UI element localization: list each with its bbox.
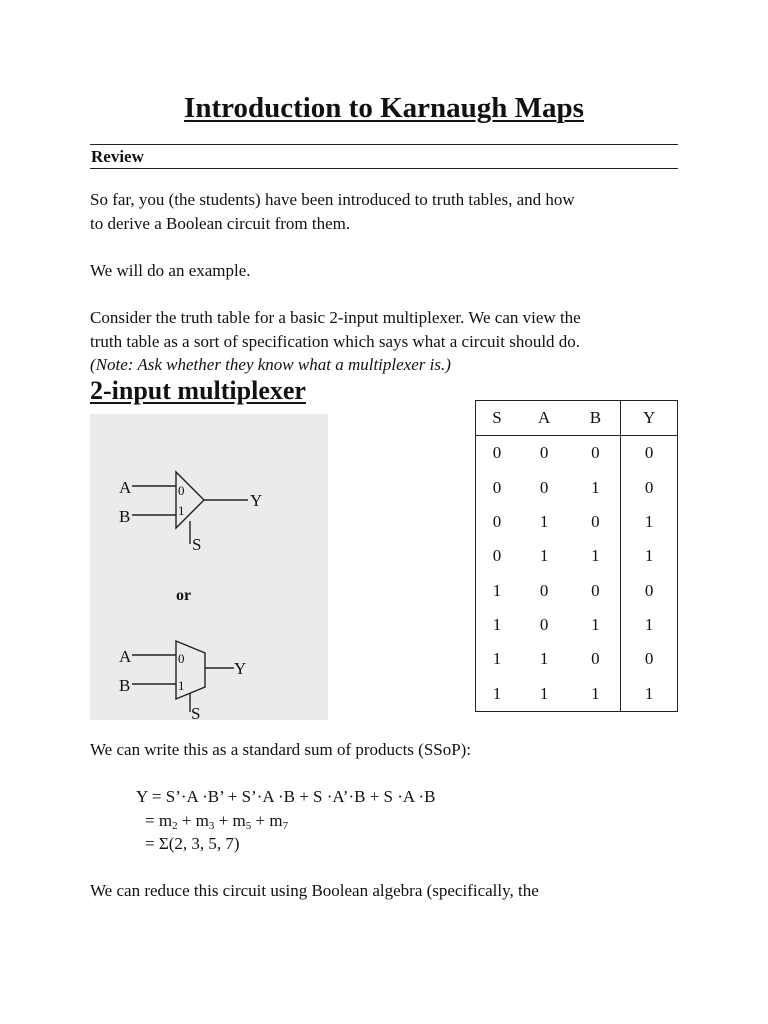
equation-minterms — [145, 809, 288, 833]
truth-table-cell: 0 — [621, 573, 678, 607]
truth-table-cell: 1 — [570, 676, 621, 711]
minterm-m: m — [232, 811, 246, 830]
multiplexer-figure — [90, 414, 328, 720]
truth-table-cell: 0 — [591, 649, 600, 669]
truth-table-cell: 0 — [591, 580, 600, 600]
mux1-port-0: 0 — [178, 483, 185, 498]
truth-table-row — [476, 676, 678, 711]
truth-table-cell: 1 — [621, 505, 678, 539]
truth-table-cell: 0 — [539, 477, 549, 497]
truth-table-cell: 1 — [476, 676, 519, 711]
equation-sigma: = Σ(2, 3, 5, 7) — [145, 834, 240, 853]
minterm-m: m — [158, 811, 173, 830]
mux2-label-a: A — [119, 647, 132, 666]
mux1-label-a: A — [119, 478, 132, 497]
truth-table-cell: 0 — [539, 580, 549, 600]
truth-table-row — [476, 436, 678, 471]
multiplexer-diagrams — [90, 414, 328, 720]
truth-table-cell: 1 — [539, 649, 549, 669]
truth-table — [475, 400, 678, 712]
truth-table-cell: 0 — [476, 436, 519, 471]
truth-table-row — [476, 471, 678, 505]
mux2-label-y: Y — [234, 659, 247, 678]
section-rule-top — [90, 144, 678, 145]
paragraph-line: So far, you (the students) have been introduced to truth tables, and how — [90, 190, 575, 209]
truth-table-cell: 0 — [476, 471, 519, 505]
truth-table-cell: 0 — [591, 443, 600, 463]
truth-table-cell: 0 — [621, 436, 678, 471]
truth-table-row — [476, 539, 678, 573]
mux2-label-b: B — [119, 676, 131, 695]
truth-table-cell: 1 — [539, 512, 549, 532]
truth-table-row — [476, 505, 678, 539]
minterm-m: m — [269, 811, 283, 830]
truth-table-header-cell: Y — [621, 401, 678, 436]
mux2-port-1: 1 — [178, 678, 185, 693]
minterm-index: 2 — [172, 820, 178, 832]
mux1-label-b: B — [119, 507, 131, 526]
truth-table-row — [476, 608, 678, 642]
truth-table-cell: 1 — [539, 546, 549, 566]
paragraph-line: truth table as a sort of specification which says what a circuit should do. — [90, 331, 581, 351]
truth-table-header-cell: B — [570, 401, 621, 436]
paragraph-intro — [90, 188, 690, 235]
plus-sign: + — [251, 811, 270, 830]
minterm-index: 5 — [245, 820, 252, 832]
figure-or-label: or — [176, 587, 192, 604]
mux2-port-0: 0 — [178, 651, 185, 666]
teacher-note: (Note: Ask whether they know what a multiplexer is.) — [90, 355, 451, 374]
mux1-triangle-symbol — [176, 472, 204, 528]
equation-prefix: = — [145, 811, 159, 830]
truth-table-header-row — [476, 401, 678, 436]
section-heading-review: Review — [91, 147, 144, 166]
truth-table-cell: 0 — [539, 443, 549, 463]
paragraph-reduce: We can reduce this circuit using Boolean algebra (specifically, the — [90, 881, 539, 900]
truth-table-cell: 1 — [476, 573, 519, 607]
truth-table-cell: 1 — [621, 676, 678, 711]
truth-table-row — [476, 573, 678, 607]
paragraph-line: to derive a Boolean circuit from them. — [90, 213, 351, 233]
mux1-label-s: S — [192, 535, 202, 554]
truth-table-cell: 1 — [591, 614, 600, 634]
truth-table-cell: 0 — [621, 642, 678, 676]
minterm-index: 3 — [208, 820, 215, 832]
equation-ssop: Y = S’·A ·B’ + S’·A ·B + S ·A’·B + S ·A ·B — [136, 787, 436, 806]
truth-table-cell: 1 — [476, 642, 519, 676]
section-rule-bottom — [90, 168, 678, 169]
mux2-label-s: S — [191, 704, 201, 720]
paragraph-consider — [90, 306, 690, 377]
truth-table-cell: 1 — [518, 676, 570, 711]
minterm-index: 7 — [282, 820, 289, 832]
truth-table-cell: 1 — [591, 477, 600, 497]
paragraph-ssop: We can write this as a standard sum of products (SSoP): — [90, 740, 472, 759]
truth-table-header-cell: S — [476, 401, 519, 436]
minterm-m: m — [195, 811, 209, 830]
mux1-label-y: Y — [250, 491, 263, 510]
truth-table-header-cell: A — [518, 401, 570, 436]
truth-table-cell: 0 — [476, 505, 519, 539]
mux1-port-1: 1 — [178, 503, 185, 518]
plus-sign: + — [214, 811, 233, 830]
truth-table-cell: 0 — [539, 614, 549, 634]
page-title: Introduction to Karnaugh Maps — [184, 92, 584, 124]
plus-sign: + — [177, 811, 196, 830]
paragraph-example: We will do an example. — [90, 261, 251, 280]
truth-table-cell: 0 — [621, 471, 678, 505]
figure-heading: 2-input multiplexer — [90, 376, 306, 405]
truth-table-cell: 1 — [621, 539, 678, 573]
truth-table-cell: 1 — [621, 608, 678, 642]
truth-table-cell: 0 — [591, 512, 600, 532]
paragraph-line: Consider the truth table for a basic 2-input multiplexer. We can view the — [90, 308, 581, 327]
truth-table-cell: 1 — [591, 546, 600, 566]
truth-table-cell: 1 — [476, 608, 519, 642]
truth-table-row — [476, 642, 678, 676]
truth-table-cell: 0 — [476, 539, 519, 573]
